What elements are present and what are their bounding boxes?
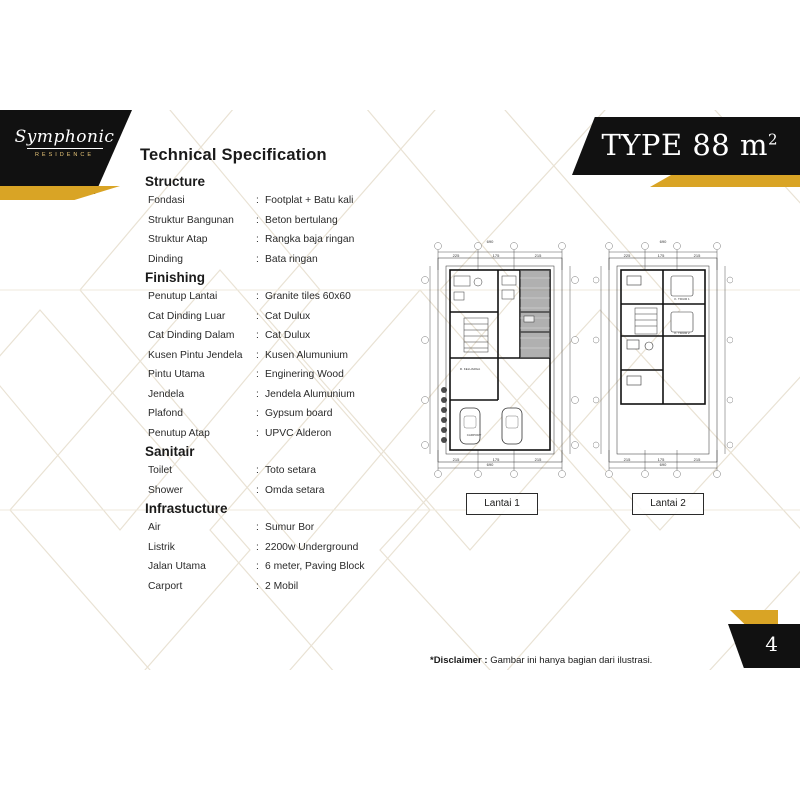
- svg-text:215: 215: [534, 253, 542, 258]
- page-number-badge: [728, 624, 800, 668]
- type-title: [601, 128, 778, 162]
- floor-plan-lantai-1: [420, 240, 580, 485]
- spec-row: [148, 424, 430, 444]
- spec-key: Penutup Atap: [148, 427, 210, 439]
- page-title: Technical Specification: [140, 146, 327, 164]
- svg-text:CARPORT: CARPORT: [466, 433, 482, 437]
- spec-value: Toto setara: [265, 465, 316, 476]
- spec-row: [148, 385, 430, 405]
- spec-separator: :: [256, 330, 259, 341]
- svg-text:215: 215: [623, 457, 631, 462]
- disclaimer: [430, 655, 652, 666]
- svg-text:R. KELUARGA: R. KELUARGA: [459, 367, 481, 371]
- spec-value: Cat Dulux: [265, 310, 311, 322]
- spec-separator: :: [256, 484, 259, 496]
- spec-row: [148, 250, 430, 270]
- spec-row: [148, 518, 430, 538]
- spec-row: [148, 557, 430, 577]
- svg-text:175: 175: [657, 253, 665, 258]
- svg-text:K. TIDUR 2: K. TIDUR 2: [674, 331, 690, 335]
- page-number-accent: [730, 610, 778, 624]
- spec-key: Shower: [148, 484, 183, 496]
- spec-separator: :: [256, 408, 259, 419]
- spec-row: [148, 365, 430, 385]
- spec-separator: :: [256, 195, 259, 206]
- spec-key: Dinding: [148, 253, 183, 265]
- spec-row: [148, 191, 430, 211]
- spec-value: Beton bertulang: [265, 214, 338, 226]
- spec-group-heading-finishing: Finishing: [145, 270, 205, 285]
- spec-key: Kusen Pintu Jendela: [148, 349, 243, 361]
- spec-separator: :: [256, 234, 259, 245]
- spec-row: [148, 326, 430, 346]
- spec-separator: :: [256, 253, 259, 265]
- spec-value: Granite tiles 60x60: [265, 291, 351, 302]
- spec-value: Footplat + Batu kali: [265, 195, 354, 206]
- spec-row: [148, 481, 430, 501]
- spec-separator: :: [256, 580, 259, 592]
- disclaimer-text: Gambar ini hanya bagian dari ilustrasi.: [490, 655, 653, 666]
- spec-key: Cat Dinding Luar: [148, 310, 226, 322]
- spec-separator: :: [256, 541, 259, 553]
- brand-logo: [12, 128, 117, 158]
- spec-row: [148, 287, 430, 307]
- spec-row: [148, 404, 430, 424]
- spec-row: [148, 577, 430, 597]
- spec-row: [148, 307, 430, 327]
- spec-key: Air: [148, 522, 161, 533]
- brand-name: Symphonic: [14, 127, 115, 147]
- svg-text:K. TIDUR 1: K. TIDUR 1: [674, 297, 690, 301]
- spec-row: [148, 230, 430, 250]
- spec-row: [148, 346, 430, 366]
- spec-row: [148, 211, 430, 231]
- svg-text:690: 690: [659, 462, 667, 467]
- disclaimer-label: *Disclaimer :: [430, 655, 488, 666]
- svg-text:175: 175: [657, 457, 665, 462]
- spec-key: Toilet: [148, 465, 173, 476]
- brand-badge-accent: [0, 186, 120, 200]
- spec-value: Cat Dulux: [265, 330, 311, 341]
- spec-separator: :: [256, 522, 259, 533]
- spec-value: Kusen Alumunium: [265, 349, 348, 361]
- spec-group-heading-infrastucture: Infrastucture: [145, 501, 228, 516]
- floor-plan-caption-1: Lantai 1: [466, 493, 538, 515]
- svg-text:690: 690: [486, 462, 494, 467]
- spec-value: Omda setara: [265, 484, 325, 496]
- spec-key: Jalan Utama: [148, 561, 206, 572]
- spec-separator: :: [256, 561, 259, 572]
- page-number: 4: [765, 632, 778, 656]
- spec-separator: :: [256, 349, 259, 361]
- spec-key: Carport: [148, 580, 183, 592]
- spec-group-heading-sanitair: Sanitair: [145, 444, 195, 459]
- spec-separator: :: [256, 388, 259, 400]
- spec-value: Sumur Bor: [265, 522, 315, 533]
- svg-text:215: 215: [693, 457, 701, 462]
- floor-plan-caption-2: Lantai 2: [632, 493, 704, 515]
- spec-value: 2200w Underground: [265, 541, 359, 553]
- spec-row: [148, 461, 430, 481]
- svg-text:215: 215: [452, 457, 460, 462]
- technical-specification: [140, 146, 430, 596]
- brand-rule: [27, 148, 103, 149]
- svg-text:225: 225: [623, 253, 631, 258]
- spec-separator: :: [256, 214, 259, 226]
- type-title-text: TYPE 88 m: [601, 128, 768, 162]
- brand-subtitle: RESIDENCE: [34, 152, 95, 158]
- spec-value: Jendela Alumunium: [265, 388, 355, 400]
- spec-group-heading-structure: Structure: [145, 174, 206, 189]
- spec-value: Bata ringan: [265, 253, 318, 265]
- svg-text:225: 225: [452, 253, 460, 258]
- spec-key: Plafond: [148, 408, 183, 419]
- spec-key: Penutup Lantai: [148, 291, 218, 302]
- spec-key: Fondasi: [148, 195, 185, 206]
- spec-value: 2 Mobil: [265, 580, 299, 592]
- spec-value: UPVC Alderon: [265, 427, 332, 439]
- svg-text:690: 690: [659, 240, 667, 244]
- type-banner-accent: [650, 175, 800, 187]
- svg-text:690: 690: [486, 240, 494, 244]
- spec-separator: :: [256, 465, 259, 476]
- spec-value: 6 meter, Paving Block: [265, 561, 365, 572]
- svg-text:175: 175: [492, 253, 500, 258]
- spec-separator: :: [256, 427, 259, 439]
- spec-key: Struktur Bangunan: [148, 214, 234, 226]
- spec-key: Listrik: [148, 541, 175, 553]
- svg-text:215: 215: [534, 457, 542, 462]
- spec-separator: :: [256, 291, 259, 302]
- spec-row: [148, 538, 430, 558]
- svg-text:175: 175: [492, 457, 500, 462]
- spec-value: Enginering Wood: [265, 369, 344, 380]
- spec-separator: :: [256, 310, 259, 322]
- spec-value: Rangka baja ringan: [265, 234, 355, 245]
- spec-key: Struktur Atap: [148, 234, 208, 245]
- spec-separator: :: [256, 369, 259, 380]
- floor-plan-lantai-2: [593, 240, 733, 485]
- type-title-superscript: 2: [767, 130, 778, 149]
- spec-key: Jendela: [148, 388, 185, 400]
- spec-key: Pintu Utama: [148, 369, 205, 380]
- spec-value: Gypsum board: [265, 408, 333, 419]
- spec-key: Cat Dinding Dalam: [148, 330, 235, 341]
- svg-text:215: 215: [693, 253, 701, 258]
